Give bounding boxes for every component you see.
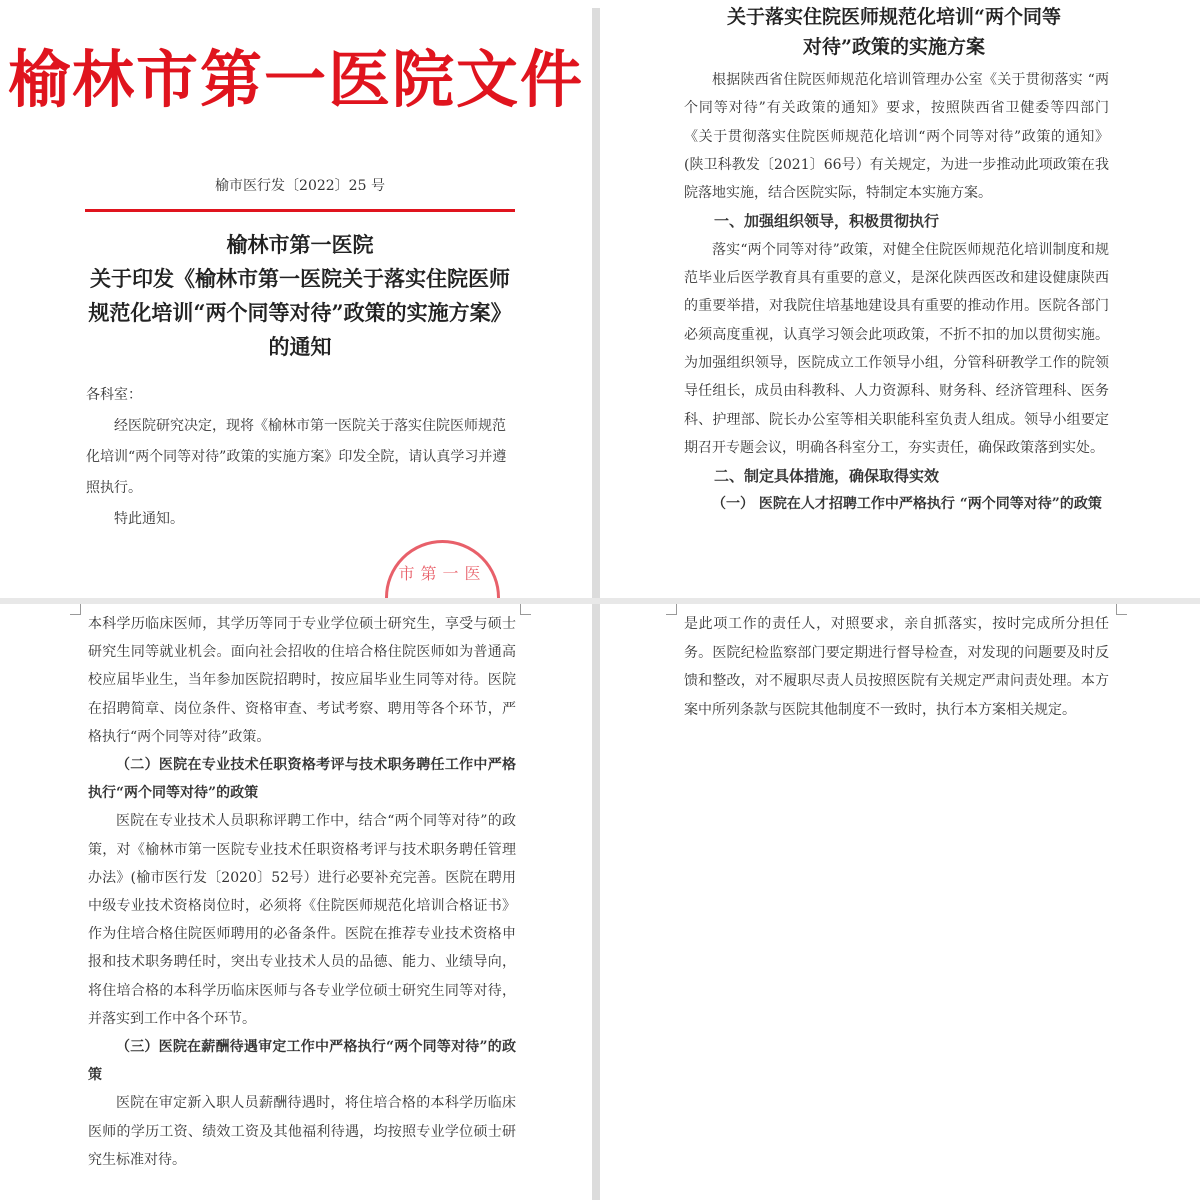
title-line: 关于印发《榆林市第一医院关于落实住院医师: [90, 266, 510, 291]
title-line: 的通知: [268, 334, 332, 359]
plan-body-end: [684, 610, 1109, 724]
title-line: 关于落实住院医师规范化培训“两个同等: [727, 6, 1061, 28]
paragraph: 医院在审定新入职人员薪酬待遇时，将住培合格的本科学历临床医师的学历工资、绩效工资及其他福利待遇，均按照专业学位硕士研究生标准对待。: [88, 1095, 516, 1168]
page-gap-vertical: [592, 604, 600, 1200]
title-line: 规范化培训“两个同等对待”政策的实施方案》: [88, 300, 512, 325]
notice-title: [60, 228, 540, 364]
red-rule-divider: [85, 209, 515, 212]
notice-body: [86, 380, 516, 535]
plan-body-continued: [88, 610, 516, 1174]
seal-text: 市第一医: [398, 564, 487, 583]
closing: 特此通知。: [114, 511, 184, 527]
paragraph: 是此项工作的责任人，对照要求，亲自抓落实，按时完成所分担任务。医院纪检监察部门要定期进行督导检查，对发现的问题要及时反馈和整改，对不履职尽责人员按照医院有关规定严肃问责处理。本方案中所列条款与医院其他制度不一致时，执行本方案相关规定。: [684, 616, 1109, 718]
subsection-heading-2: （二）医院在专业技术任职资格考评与技术职务聘任工作中严格执行“两个同等对待”的政策: [88, 757, 516, 802]
section-heading-1: 一、加强组织领导，积极贯彻执行: [714, 212, 940, 231]
page-2-plan: [604, 0, 1200, 600]
salutation: 各科室：: [86, 387, 142, 403]
title-line: 榆林市第一医院: [226, 232, 374, 257]
margin-corner-mark: [70, 604, 81, 615]
margin-corner-mark: [666, 604, 677, 615]
page-gap-vertical: [592, 8, 600, 600]
page-1-notice: [0, 0, 592, 600]
notice-paragraph: 经医院研究决定，现将《榆林市第一医院关于落实住院医师规范化培训“两个同等对待”政策的实施方案》印发全院，请认真学习并遵照执行。: [86, 418, 507, 496]
official-seal-icon: [385, 540, 500, 600]
paragraph: 本科学历临床医师，其学历等同于专业学位硕士研究生，享受与硕士研究生同等就业机会。面向社会招收的住培合格住院医师如为普通高校应届毕业生，当年参加医院招聘时，按应届毕业生同等对待。医院在招聘简章、岗位条件、资格审查、考试考察、聘用等各个环节，严格执行“两个同等对待”政策。: [88, 616, 516, 745]
subsection-heading-1: （一） 医院在人才招聘工作中严格执行 “两个同等对待”的政策: [712, 496, 1102, 513]
section-heading-2: 二、制定具体措施，确保取得实效: [714, 467, 940, 486]
page-4-plan-end: [604, 604, 1200, 1200]
margin-corner-mark: [1116, 604, 1127, 615]
plan-title: [684, 2, 1104, 62]
document-number: 榆市医行发〔2022〕25 号: [215, 178, 385, 194]
paragraph: 医院在专业技术人员职称评聘工作中，结合“两个同等对待”的政策，对《榆林市第一医院专业技术任职资格考评与技术职务聘任管理办法》(榆市医行发〔2020〕52号）进行必要补充完善。医院在聘用中级专业技术资格岗位时，必须将《住院医师规范化培训合格证书》作为住培合格住院医师聘用的必备条件。医院在推荐专业技术资格申报和技术职务聘任时，突出专业技术人员的品德、能力、业绩导向，将住培合格的本科学历临床医师与各专业学位硕士研究生同等对待，并落实到工作中各个环节。: [88, 813, 516, 1027]
red-header: 榆林市第一医院文件: [7, 43, 584, 116]
plan-body: [684, 66, 1109, 519]
margin-corner-mark: [520, 604, 531, 615]
page-3-plan-continued: [0, 604, 592, 1200]
title-line: 对待”政策的实施方案: [803, 36, 985, 58]
section-paragraph-1: 落实“两个同等对待”政策，对健全住院医师规范化培训制度和规范毕业后医学教育具有重要的意义，是深化陕西医改和建设健康陕西的重要举措，对我院住培基地建设具有重要的推动作用。医院各部门必须高度重视，认真学习领会此项政策，不折不扣的加以贯彻实施。为加强组织领导，医院成立工作领导小组，分管科研教学工作的院领导任组长，成员由科教科、人力资源科、财务科、经济管理科、医务科、护理部、院长办公室等相关职能科室负责人组成。领导小组要定期召开专题会议，明确各科室分工，夯实责任，确保政策落到实处。: [684, 241, 1109, 456]
intro-paragraph: 根据陕西省住院医师规范化培训管理办公室《关于贯彻落实 “两个同等对待”有关政策的通知》要求，按照陕西省卫健委等四部门《关于贯彻落实住院医师规范化培训“两个同等对待”政策的通知》(陕卫科教发〔2021〕66号）有关规定，为进一步推动此项政策在我院落地实施，结合医院实际，特制定本实施方案。: [684, 72, 1109, 202]
subsection-heading-3: （三）医院在薪酬待遇审定工作中严格执行“两个同等对待”的政策: [88, 1039, 516, 1084]
